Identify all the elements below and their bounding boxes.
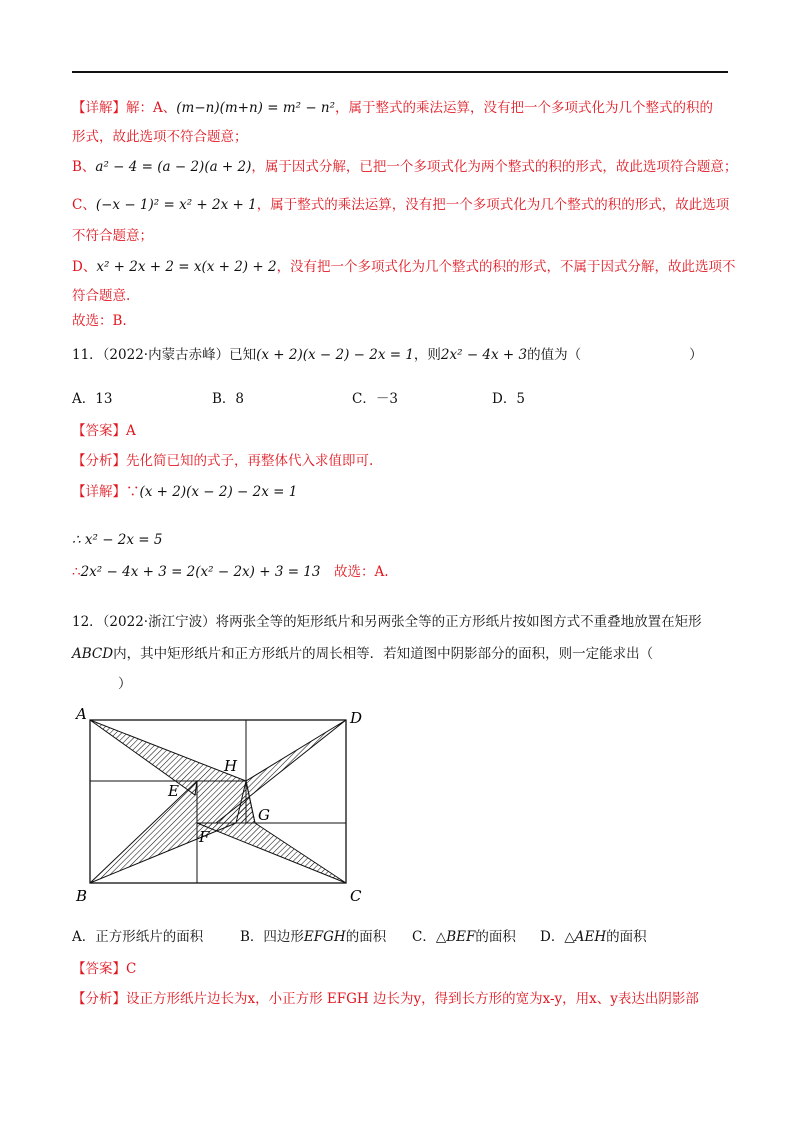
q11-formula-given: (x + 2)(x − 2) − 2x = 1 [256,347,414,363]
q12-option-a-lead: A． [72,929,96,945]
q11-step2 [72,562,389,582]
q11-stem-end: 的值为（ ） [527,347,703,363]
q12-option-b-lead: B． [240,929,264,945]
label-c: C [350,887,362,905]
q11-step2-lead: ∴ [72,564,81,580]
q10-detail-line7: 符合题意. [72,288,131,304]
formula-d: x² + 2x + 2 = x(x + 2) + 2 [96,259,277,275]
q10-detail-line3 [72,157,737,177]
q11-answer: 【答案】A [72,423,136,439]
detail-b-lead: B、 [72,159,96,175]
q11-step1-formula: ∴ x² − 2x = 5 [72,532,163,548]
q10-detail-line2: 形式，故此选项不符合题意； [72,129,248,145]
formula-a: (m−n)(m+n) = m² − n² [176,100,336,116]
q11-stem-lead: 11．（2022·内蒙古赤峰）已知 [72,347,257,363]
q11-analysis: 【分析】先化简已知的式子，再整体代入求值即可. [72,453,374,469]
q12-stem-text: 内，其中矩形纸片和正方形纸片的周长相等．若知道图中阴影部分的面积，则一定能求出（ [113,646,654,662]
detail-d-text: ，没有把一个多项式化为几个整式的积的形式，不属于因式分解，故此选项不 [276,259,736,275]
q11-stem-mid: ，则 [413,347,441,363]
q11-option-b: B．8 [212,391,245,407]
q11-option-c: C．－3 [352,391,398,407]
detail-d-lead: D、 [72,259,97,275]
q12-stem-line1: 12．（2022·浙江宁波）将两张全等的矩形纸片和另两张全等的正方形纸片按如图方式不重叠地放置在矩形 [72,614,702,630]
q11-step2-end: 故选：A. [333,564,389,580]
q12-option-b [240,927,386,947]
q12-option-a [72,927,203,947]
q12-option-a-text: 正方形纸片的面积 [95,929,204,945]
q11-step1 [72,530,163,550]
label-f: F [199,828,210,846]
q12-option-d-lead: D． [540,929,565,945]
q12-analysis [72,989,699,1009]
q11-formula-expr: 2x² − 4x + 3 [440,347,528,363]
detail-c-lead: C、 [72,197,96,213]
q11-stem [72,345,703,365]
detail-b-text: ，属于因式分解，已把一个多项式化为两个整式的积的形式，故此选项符合题意； [251,159,738,175]
detail-c-text: ，属于整式的乘法运算，没有把一个多项式化为几个整式的积的形式，故此选项 [256,197,730,213]
formula-b: a² − 4 = (a − 2)(a + 2) [95,159,252,175]
q12-option-c-tail: 的面积 [475,929,516,945]
q11-detail [72,482,297,502]
q10-detail-line5: 不符合题意； [72,228,153,244]
q12-option-b-text: 四边形 [263,929,304,945]
label-d: D [350,709,363,727]
geometry-figure [70,705,370,905]
q11-option-a: A．13 [72,391,113,407]
label-e: E [168,782,179,800]
label-b: B [76,887,88,905]
detail-a-lead: 解：A、 [126,100,177,116]
q11-detail-tag: 【详解】∵ [72,484,140,500]
q12-rect-label: ABCD [72,646,114,662]
q12-analysis-text: 设正方形纸片边长为x，小正方形 EFGH 边长为y，得到长方形的宽为x-y，用x、y表达出阴影部 [126,991,699,1007]
q12-option-c [412,927,516,947]
q12-option-c-math: △BEF [435,929,476,945]
q12-stem-line2 [72,644,653,664]
label-g: G [258,806,270,824]
q12-analysis-tag: 【分析】 [72,991,126,1007]
formula-c: (−x − 1)² = x² + 2x + 1 [95,197,257,213]
q12-answer: 【答案】C [72,961,137,977]
q10-final-choice: 故选：B. [72,313,127,329]
square-efgh [197,781,246,823]
detail-tag: 【详解】 [72,100,126,116]
q11-option-d: D．5 [492,391,525,407]
q12-option-b-tail: 的面积 [345,929,387,945]
q12-option-b-math: EFGH [303,929,346,945]
q11-step2-formula: 2x² − 4x + 3 = 2(x² − 2x) + 3 = 13 [80,564,321,580]
q12-option-d [540,927,647,947]
q10-detail-line4 [72,195,729,215]
q12-option-d-math: △AEH [564,929,607,945]
label-a: A [76,705,87,723]
q12-option-c-lead: C． [412,929,436,945]
q10-detail-line1 [72,98,713,118]
q11-detail-formula: (x + 2)(x − 2) − 2x = 1 [139,484,298,500]
header-rule [72,71,728,73]
q12-stem-line3: ） [118,676,132,692]
label-h: H [224,757,238,775]
q12-option-d-tail: 的面积 [606,929,647,945]
q10-detail-line6 [72,257,736,277]
detail-a-text: ，属于整式的乘法运算，没有把一个多项式化为几个整式的积的 [335,100,714,116]
